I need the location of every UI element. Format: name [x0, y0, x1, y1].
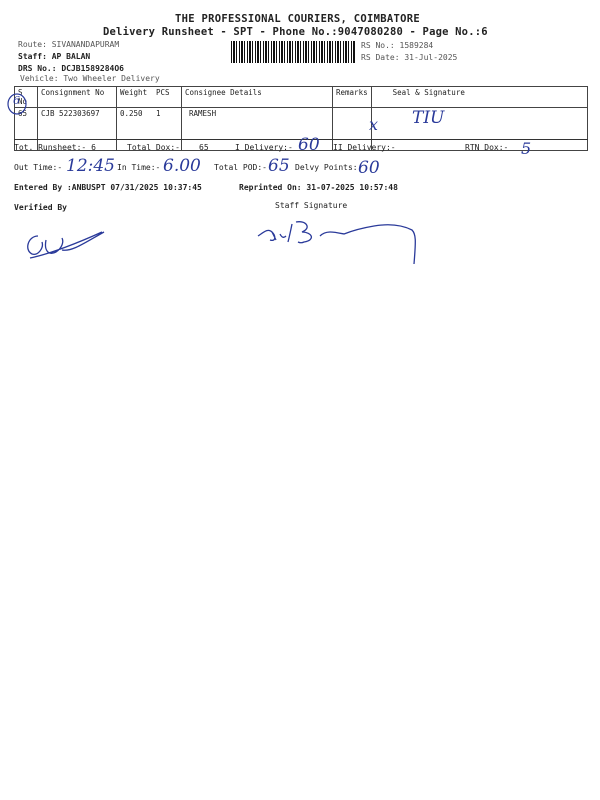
- delvy-points-handwritten: 60: [358, 158, 380, 178]
- staff-label: Staff: AP BALAN: [18, 52, 91, 61]
- seal-handwritten: TIU: [412, 108, 445, 128]
- col-header-consignment: Consignment No: [38, 87, 117, 108]
- verified-by-signature: [20, 222, 110, 266]
- cell-consignee: RAMESH: [182, 108, 333, 151]
- entered-by: Entered By :ANBUSPT 07/31/2025 10:37:45: [14, 183, 202, 192]
- total-dox-label: Total Dox:-: [127, 143, 180, 152]
- in-time-label: In Time:-: [117, 163, 161, 172]
- remarks-mark: x: [369, 115, 379, 134]
- ii-delivery-label: II Delivery:-: [333, 143, 396, 152]
- total-dox-value: 65: [199, 143, 209, 152]
- rtn-dox-handwritten: 5: [521, 139, 532, 158]
- rs-number: RS No.: 1589284: [361, 41, 434, 50]
- col-header-consignee: Consignee Details: [182, 87, 333, 108]
- vehicle-label: Vehicle: Two Wheeler Delivery: [20, 74, 160, 83]
- cell-pcs: 1: [153, 108, 182, 151]
- in-time-handwritten: 6.00: [163, 156, 201, 176]
- rs-date: RS Date: 31-Jul-2025: [361, 53, 458, 62]
- company-title: THE PROFESSIONAL COURIERS, COIMBATORE: [175, 13, 420, 25]
- route-label: Route: SIVANANDAPURAM: [18, 40, 120, 49]
- cell-sno: 65: [15, 108, 38, 151]
- verified-by-label: Verified By: [14, 203, 67, 212]
- runsheet-title: Delivery Runsheet - SPT - Phone No.:9047080280 - Page No.:6: [103, 26, 488, 38]
- barcode: [231, 41, 355, 63]
- cell-weight: 0.250: [117, 108, 154, 151]
- tot-runsheet: Tot. Runsheet:- 6: [14, 143, 96, 152]
- col-header-pcs: PCS: [153, 87, 182, 108]
- sno-handwritten: 6: [13, 94, 20, 107]
- staff-signature-drawing: [254, 210, 430, 268]
- drs-label: DRS No.: DCJB1589284O6: [18, 64, 124, 73]
- col-header-sno: S No: [15, 87, 38, 108]
- i-delivery-label: I Delivery:-: [235, 143, 293, 152]
- rtn-dox-label: RTN Dox:-: [465, 143, 509, 152]
- col-header-seal: Seal & Signature: [371, 87, 587, 108]
- total-pod-handwritten: 65: [268, 156, 290, 176]
- staff-signature-label: Staff Signature: [275, 201, 348, 210]
- table-header-row: [15, 87, 588, 108]
- out-time-handwritten: 12:45: [66, 156, 115, 176]
- reprinted-on: Reprinted On: 31-07-2025 10:57:48: [239, 183, 398, 192]
- cell-consignment: CJB 522303697: [38, 108, 117, 151]
- delvy-points-label: Delvy Points:-: [295, 163, 363, 172]
- total-pod-label: Total POD:-: [214, 163, 267, 172]
- out-time-label: Out Time:-: [14, 163, 63, 172]
- col-header-remarks: Remarks: [333, 87, 372, 108]
- i-delivery-handwritten: 60: [298, 135, 320, 155]
- col-header-weight: Weight: [117, 87, 154, 108]
